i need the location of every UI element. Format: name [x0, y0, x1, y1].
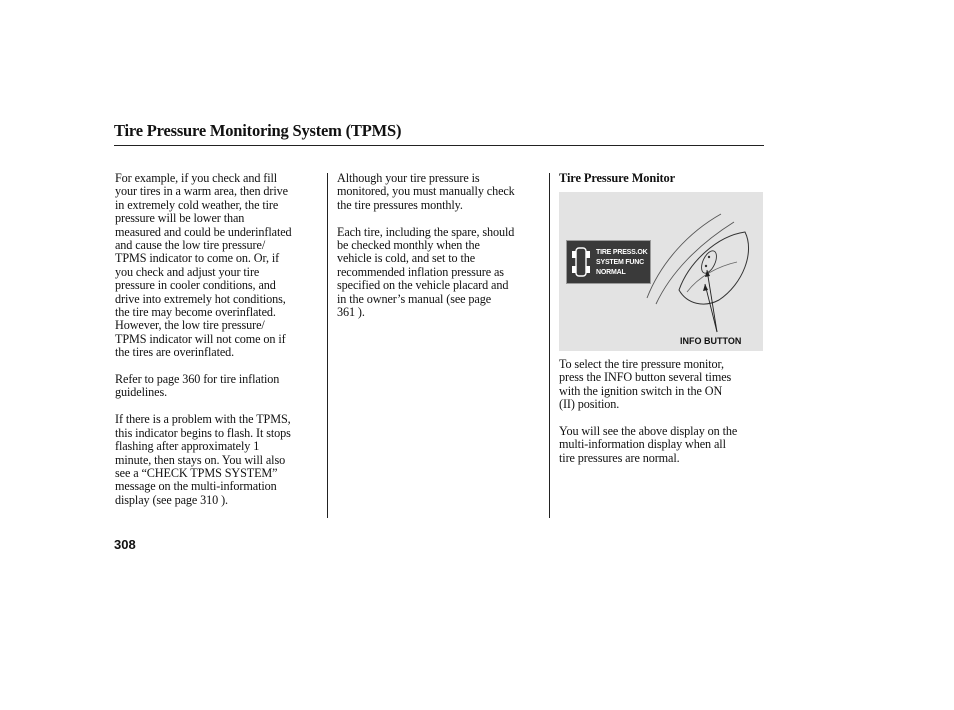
info-button-callout: INFO BUTTON	[680, 336, 742, 346]
display-line-3: NORMAL	[596, 269, 626, 276]
section-heading: Tire Pressure Monitor	[559, 171, 676, 185]
column-2	[337, 172, 545, 333]
column3-paragraph-2: You will see the above display on the multi-information display when all tire pressures are normal.	[559, 424, 738, 465]
column3-paragraph-1: To select the tire pressure monitor, press the INFO button several times with the ignition switch in the ON (II) position.	[559, 357, 732, 412]
column1-paragraph-3: If there is a problem with the TPMS, this indicator begins to flash. It stops flashing after approximately 1 minute, then stays on. You will also see a “CHECK TPMS SYSTEM” message on the multi-information display (see page 310 ).	[115, 412, 291, 507]
display-line-1: TIRE PRESS.OK	[596, 249, 648, 256]
multi-info-display	[566, 240, 651, 284]
column-1	[115, 172, 320, 521]
column2-paragraph-1: Although your tire pressure is monitored, you must manually check the tire pressures monthly.	[337, 171, 515, 212]
column1-paragraph-2: Refer to page 360 for tire inflation guidelines.	[115, 372, 280, 400]
title-divider	[114, 145, 764, 146]
column-divider-1	[327, 173, 328, 518]
page-number: 308	[114, 537, 136, 552]
tpms-display-figure	[559, 192, 763, 351]
column-3	[559, 172, 764, 191]
column-3-text	[559, 358, 764, 479]
display-line-2: SYSTEM FUNC	[596, 259, 644, 266]
column2-paragraph-2: Each tire, including the spare, should be checked monthly when the vehicle is cold, and set to the recommended inflation pressure as specified on the vehicle placard and in the owner’s manual (see page 361 ).	[337, 224, 515, 320]
column-divider-2	[549, 173, 550, 518]
column1-paragraph-1: For example, if you check and fill your tires in a warm area, then drive in extremely cold weather, the tire pressure will be lower than measured and could be underinflated and cause the low tire pressure/ TPMS indicator to come on. Or, if you check and adjust your tire pressure in cooler conditions, and drive into extremely hot conditions, the tire may become overinflated. However, the low tire pressure/ TPMS indicator will not come on if the tires are overinflated.	[115, 171, 292, 360]
car-tire-icon	[570, 244, 592, 280]
page-title: Tire Pressure Monitoring System (TPMS)	[114, 121, 402, 140]
